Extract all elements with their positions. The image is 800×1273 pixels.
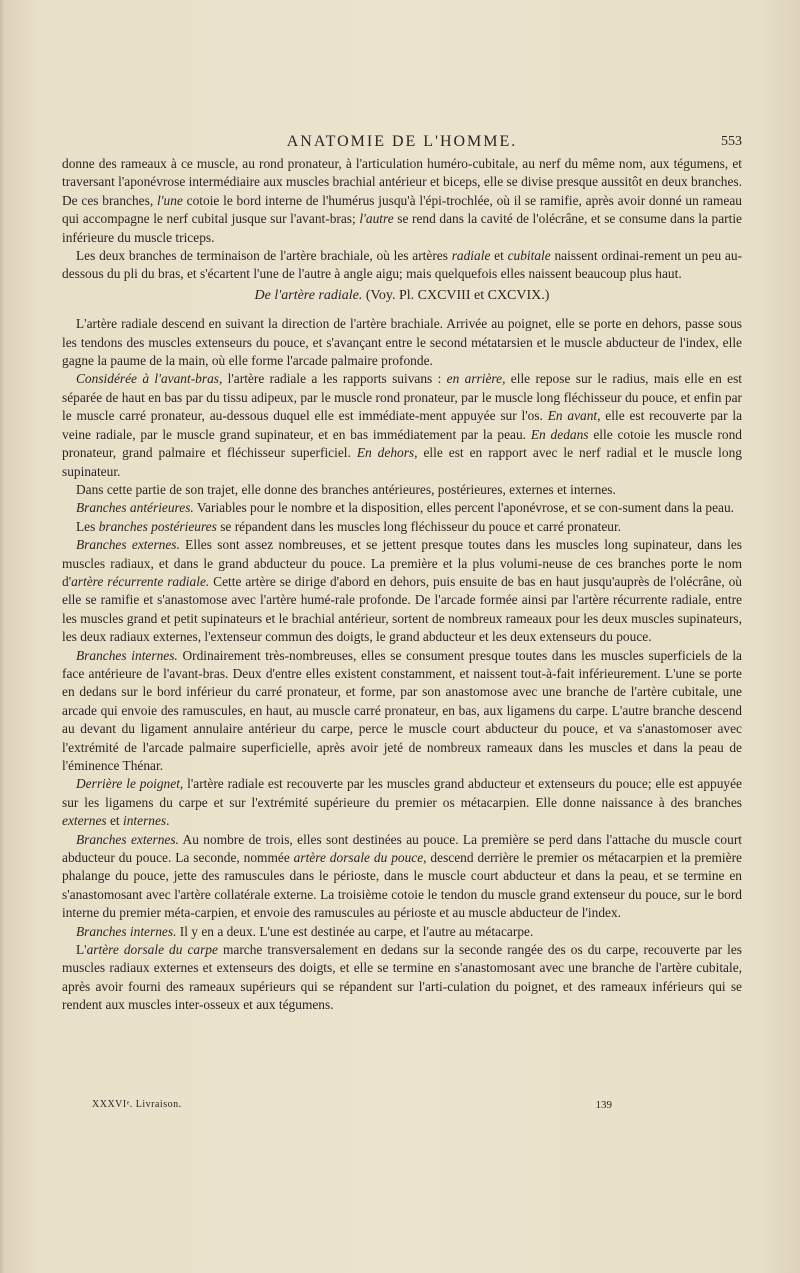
italic-text: En avant,: [547, 408, 601, 424]
page-header: [62, 133, 742, 153]
text-run: et: [106, 813, 123, 829]
text-run: Variables pour le nombre et la disposition, elles percent l'aponévrose, et se con-sument dans la peau.: [193, 500, 734, 516]
text-run: marche transversalement en dedans sur la seconde rangée des os du carpe, recouverte par les muscles radiaux externes et extenseurs des doigts, et elle se termine en s'anastomosant avec une branche de l'artère cubitale, après avoir fourni des rameaux supérieurs qui se répandent sur l'arti-culation du poignet, et des rameaux inférieurs qui se rendent aux muscles inter-osseux et aux tégumens.: [62, 942, 742, 1013]
text-run: Cette artère se dirige d'abord en dehors, puis ensuite de bas en haut jusqu'auprès de l'olécrâne, où elle se ramifie et s'anastomose avec l'artère humé-rale profonde. De l'arcade formée ainsi par l'artère récurrente radiale, entre les muscles grand et petit supinateurs et le brachial antérieur, sortent de nombreux rameaux pour les deux muscles supinateurs, les deux radiaux externes, l'extenseur commun des doigts, le grand abducteur et les deux extenseurs du pouce.: [62, 573, 742, 645]
text-run: cotoie le bord interne de l'humérus jusqu'à l'épi-trochlée, où il se ramifie, après avoir donné un rameau qui accompagne le nerf cubital jusque sur l'avant-bras;: [62, 192, 742, 227]
italic-text: en arrière,: [446, 371, 506, 387]
text-run: Les: [76, 518, 99, 534]
text-run: elle repose sur le radius, mais elle en est séparée de haut en bas par du tissu adipeux, par le muscle rond pronateur, par le muscle long fléchisseur du pouce, et enfin par le muscle carré pronateur, au-dessous duquel elle est immédiate-ment appuyée sur l'os.: [62, 371, 742, 424]
paragraph: [62, 481, 742, 499]
paragraph: [62, 370, 742, 480]
text-run: L': [76, 942, 87, 958]
italic-text: Branches internes.: [76, 923, 177, 939]
paragraph: [62, 315, 742, 370]
text-run: Au nombre de trois, elles sont destinées au pouce. La première se perd dans l'attache du muscle court abducteur du pouce. La seconde, nommée: [62, 831, 742, 866]
text-run: Ordinairement très-nombreuses, elles se consument presque toutes dans les muscles superficiels de la face antérieure de l'avant-bras. Deux d'entre elles existent constamment, et naissent tout-à-fait inférieurement. L'une se porte en dedans sur le bord inférieur du carré pronateur, et forme, par son anastomose avec une branche de l'artère cubitale, une arcade qui envoie des ramuscules, en haut, au muscle carré pronateur, en bas, aux ligamens du carpe. L'autre branche descend au devant du ligament annulaire antérieur du carpe, perce le muscle court abducteur du pouce, et va s'anastomoser avec l'extrémité de l'arcade palmaire superficielle, après avoir jeté de nombreux rameaux dans les muscles et dans la peau de l'éminence Thénar.: [62, 647, 742, 773]
italic-text: Branches externes.: [76, 537, 180, 553]
paragraph: [62, 647, 742, 776]
italic-text: En dehors,: [356, 445, 418, 461]
italic-text: internes: [122, 813, 167, 829]
text-run: l'artère radiale a les rapports suivans :: [222, 371, 447, 387]
italic-text: l'une: [156, 192, 183, 208]
signature-number: 139: [595, 1099, 612, 1111]
italic-text: artère dorsale du pouce,: [293, 850, 427, 866]
text-body: [62, 155, 742, 1015]
text-run: Dans cette partie de son trajet, elle donne des branches antérieures, postérieures, externes et internes.: [76, 481, 616, 497]
text-run: descend derrière le premier os métacarpien et la première phalange du pouce, jette des ramuscules dans le périoste, dans le muscle court abducteur et dans la peau, et se termine en s'anastomosant avec l'artère collatérale externe. La troisième cotoie le tendon du muscle grand extenseur du pouce, sur le bord interne du premier méta-carpien, et envoie des ramuscules au périoste et au muscle abducteur de l'index.: [62, 850, 742, 921]
italic-text: Derrière le poignet,: [76, 776, 184, 792]
paragraph: [62, 499, 742, 517]
page-gutter: [0, 0, 6, 1273]
italic-text: En dedans: [530, 426, 589, 442]
text-run: Les deux branches de terminaison de l'artère brachiale, où les artères: [76, 248, 452, 264]
text-run: naissent ordinai-rement un peu au-dessous du pli du bras, et s'écartent l'une de l'autre à angle aigu; mais quelquefois elles naissent beaucoup plus haut.: [62, 248, 742, 282]
italic-text: Branches internes.: [76, 647, 178, 663]
italic-text: Branches antérieures.: [76, 500, 194, 516]
section-heading: [62, 287, 742, 305]
text-run: L'artère radiale descend en suivant la direction de l'artère brachiale. Arrivée au poignet, elle se porte en dehors, passe sous les tendons des muscles extenseurs du pouce, et s'avançant entre le second métatarsien et le muscle abducteur de l'index, elle gagne la paume de la main, où elle forme l'arcade palmaire profonde.: [62, 316, 742, 369]
text-run: donne des rameaux à ce muscle, au rond pronateur, à l'articulation huméro-cubitale, au nerf du même nom, aux tégumens, et traversant l'aponévrose intermédiaire aux muscles brachial antérieur et biceps, elle se divise presque aussitôt en deux branches. De ces branches,: [62, 156, 742, 208]
paragraph: [62, 155, 742, 247]
text-run: .: [166, 813, 170, 829]
paragraph: [62, 518, 742, 536]
text-run: l'artère radiale est recouverte par les muscles grand abducteur et extenseurs du pouce; elle est appuyée sur les ligamens du carpe et sur l'extrémité supérieure du premier os métacarpien. Elle donne naissance à des branches: [62, 776, 742, 810]
text-run: se rend dans la cavité de l'olécrâne, et se consume dans la partie inférieure du muscle triceps.: [62, 211, 742, 245]
italic-text: cubitale: [507, 248, 551, 264]
italic-text: externes: [62, 813, 107, 829]
text-run: elle est recouverte par la veine radiale, par le muscle grand supinateur, et en bas immédiatement par la peau.: [62, 408, 743, 442]
text-run: se répandent dans les muscles long fléchisseur du pouce et carré pronateur.: [216, 518, 622, 534]
italic-text: Considérée à l'avant-bras,: [76, 371, 223, 387]
text-run: elle cotoie les muscle rond pronateur, grand palmaire et fléchisseur superficiel.: [62, 426, 742, 461]
page-footer: [92, 1099, 612, 1115]
page-number: 553: [721, 134, 742, 149]
italic-text: artère récurrente radiale.: [71, 573, 210, 589]
text-run: (Voy. Pl. CXCVIII et CXCVIX.): [362, 287, 550, 303]
paragraph: [62, 536, 742, 646]
italic-text: artère dorsale du carpe: [86, 942, 218, 958]
paragraph: [62, 247, 742, 284]
text-run: elle est en rapport avec le nerf radial et le muscle long supinateur.: [62, 445, 742, 479]
italic-text: radiale: [451, 248, 491, 264]
italic-text: De l'artère radiale.: [254, 287, 363, 303]
text-run: et: [490, 248, 508, 264]
signature-mark: XXXVIᵉ. Livraison.: [92, 1099, 182, 1110]
italic-text: branches postérieures: [98, 518, 217, 534]
paragraph: [62, 775, 742, 830]
italic-text: l'autre: [359, 211, 394, 227]
running-title: ANATOMIE DE L'HOMME.: [286, 133, 518, 150]
paragraph: [62, 941, 742, 1015]
text-run: Il y en a deux. L'une est destinée au carpe, et l'autre au métacarpe.: [176, 923, 534, 939]
paragraph: [62, 923, 742, 941]
italic-text: Branches externes.: [76, 831, 179, 847]
text-run: Elles sont assez nombreuses, et se jettent presque toutes dans les muscles long supinateur, dans les muscles radiaux, et dans le grand abducteur du pouce. La première et la plus volumi-neuse de ces branches porte le nom d': [62, 537, 742, 589]
paragraph: [62, 831, 742, 923]
